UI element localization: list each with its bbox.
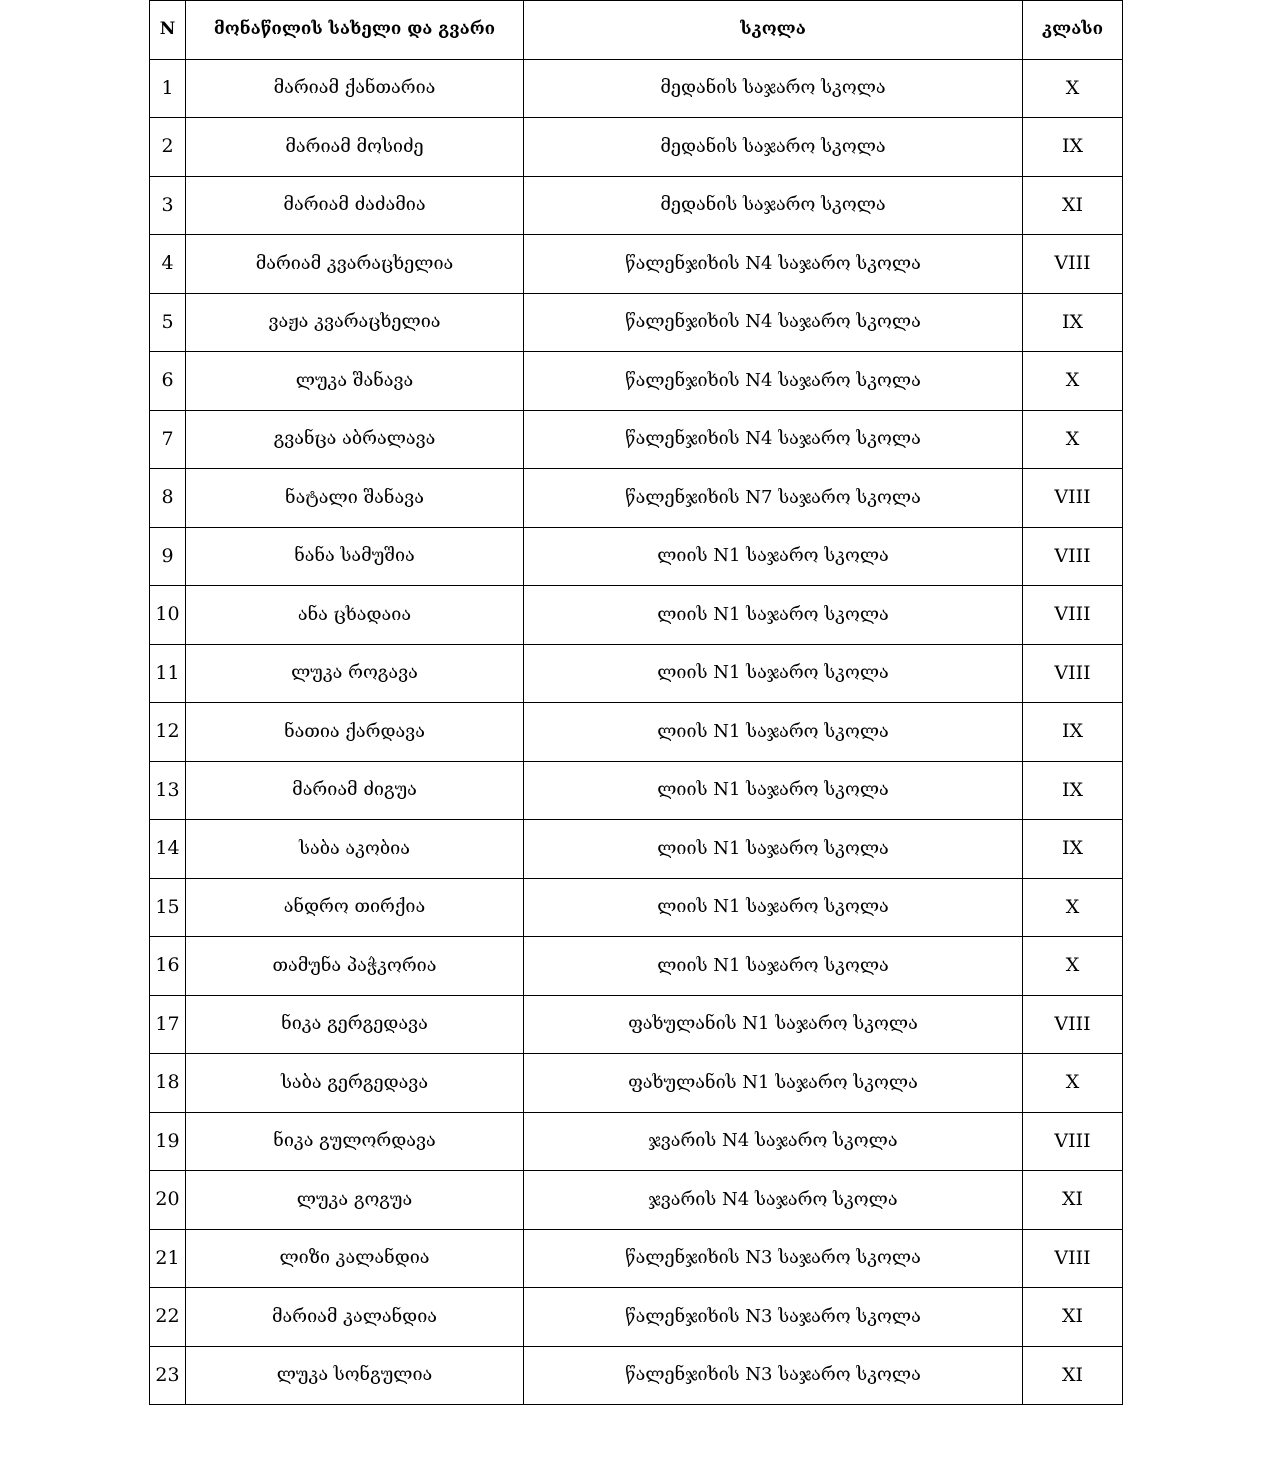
participants-table: [149, 0, 1123, 1405]
table-row: [150, 1229, 1123, 1288]
participant-name: ლუკა გოგუა: [186, 1171, 524, 1230]
row-number: 21: [150, 1229, 186, 1288]
grade-value: X: [1023, 1054, 1123, 1113]
grade-value: X: [1023, 937, 1123, 996]
school-name: ჯვარის N4 საჯარო სკოლა: [524, 1112, 1023, 1171]
school-name: ფახულანის N1 საჯარო სკოლა: [524, 1054, 1023, 1113]
school-name: ლიის N1 საჯარო სკოლა: [524, 937, 1023, 996]
grade-value: X: [1023, 352, 1123, 411]
table-row: [150, 59, 1123, 118]
table-row: [150, 352, 1123, 411]
table-row: [150, 469, 1123, 528]
participant-name: მარიამ ძიგუა: [186, 761, 524, 820]
school-name: ფახულანის N1 საჯარო სკოლა: [524, 995, 1023, 1054]
table-body: [150, 59, 1123, 1405]
header-participant-name: მონაწილის სახელი და გვარი: [186, 1, 524, 60]
row-number: 7: [150, 410, 186, 469]
participant-name: ნიკა გულორდავა: [186, 1112, 524, 1171]
grade-value: VIII: [1023, 469, 1123, 528]
row-number: 23: [150, 1346, 186, 1405]
participant-name: ლიზი კალანდია: [186, 1229, 524, 1288]
grade-value: XI: [1023, 1288, 1123, 1347]
school-name: ლიის N1 საჯარო სკოლა: [524, 878, 1023, 937]
school-name: ლიის N1 საჯარო სკოლა: [524, 761, 1023, 820]
row-number: 6: [150, 352, 186, 411]
participant-name: მარიამ კალანდია: [186, 1288, 524, 1347]
header-grade: კლასი: [1023, 1, 1123, 60]
table-row: [150, 995, 1123, 1054]
grade-value: VIII: [1023, 586, 1123, 645]
row-number: 8: [150, 469, 186, 528]
school-name: წალენჯიხის N3 საჯარო სკოლა: [524, 1346, 1023, 1405]
header-row: [150, 1, 1123, 60]
row-number: 4: [150, 235, 186, 294]
header-school: სკოლა: [524, 1, 1023, 60]
row-number: 10: [150, 586, 186, 645]
row-number: 16: [150, 937, 186, 996]
school-name: მედანის საჯარო სკოლა: [524, 59, 1023, 118]
table-row: [150, 878, 1123, 937]
school-name: წალენჯიხის N7 საჯარო სკოლა: [524, 469, 1023, 528]
row-number: 14: [150, 820, 186, 879]
school-name: ლიის N1 საჯარო სკოლა: [524, 644, 1023, 703]
table-row: [150, 235, 1123, 294]
school-name: წალენჯიხის N4 საჯარო სკოლა: [524, 352, 1023, 411]
school-name: წალენჯიხის N4 საჯარო სკოლა: [524, 235, 1023, 294]
participant-name: ანდრო თირქია: [186, 878, 524, 937]
grade-value: X: [1023, 878, 1123, 937]
row-number: 3: [150, 176, 186, 235]
grade-value: IX: [1023, 118, 1123, 177]
school-name: ლიის N1 საჯარო სკოლა: [524, 703, 1023, 762]
row-number: 15: [150, 878, 186, 937]
table-row: [150, 527, 1123, 586]
grade-value: X: [1023, 59, 1123, 118]
participant-name: ნათია ქარდავა: [186, 703, 524, 762]
participant-name: ლუკა შანავა: [186, 352, 524, 411]
participant-name: თამუნა პაჭკორია: [186, 937, 524, 996]
participant-name: საბა გერგედავა: [186, 1054, 524, 1113]
school-name: მედანის საჯარო სკოლა: [524, 176, 1023, 235]
row-number: 19: [150, 1112, 186, 1171]
row-number: 5: [150, 293, 186, 352]
table-row: [150, 1112, 1123, 1171]
grade-value: IX: [1023, 703, 1123, 762]
table-row: [150, 118, 1123, 177]
grade-value: IX: [1023, 761, 1123, 820]
participant-name: ანა ცხადაია: [186, 586, 524, 645]
table-row: [150, 937, 1123, 996]
table-row: [150, 703, 1123, 762]
grade-value: VIII: [1023, 527, 1123, 586]
school-name: ჯვარის N4 საჯარო სკოლა: [524, 1171, 1023, 1230]
school-name: ლიის N1 საჯარო სკოლა: [524, 586, 1023, 645]
grade-value: VIII: [1023, 995, 1123, 1054]
grade-value: XI: [1023, 1171, 1123, 1230]
header-number: N: [150, 1, 186, 60]
grade-value: VIII: [1023, 1229, 1123, 1288]
table-row: [150, 1171, 1123, 1230]
school-name: წალენჯიხის N3 საჯარო სკოლა: [524, 1229, 1023, 1288]
participant-name: ვაჟა კვარაცხელია: [186, 293, 524, 352]
school-name: წალენჯიხის N3 საჯარო სკოლა: [524, 1288, 1023, 1347]
row-number: 20: [150, 1171, 186, 1230]
grade-value: VIII: [1023, 1112, 1123, 1171]
grade-value: X: [1023, 410, 1123, 469]
participant-name: მარიამ მოსიძე: [186, 118, 524, 177]
participant-name: ლუკა სონგულია: [186, 1346, 524, 1405]
table-row: [150, 820, 1123, 879]
row-number: 17: [150, 995, 186, 1054]
row-number: 22: [150, 1288, 186, 1347]
participant-name: საბა აკობია: [186, 820, 524, 879]
participant-name: მარიამ ძაძამია: [186, 176, 524, 235]
row-number: 1: [150, 59, 186, 118]
participant-name: ნანა სამუშია: [186, 527, 524, 586]
table-row: [150, 176, 1123, 235]
grade-value: IX: [1023, 820, 1123, 879]
grade-value: IX: [1023, 293, 1123, 352]
table-row: [150, 1054, 1123, 1113]
grade-value: VIII: [1023, 235, 1123, 294]
row-number: 12: [150, 703, 186, 762]
table-row: [150, 1346, 1123, 1405]
participant-name: მარიამ კვარაცხელია: [186, 235, 524, 294]
school-name: წალენჯიხის N4 საჯარო სკოლა: [524, 293, 1023, 352]
table-row: [150, 761, 1123, 820]
table-row: [150, 586, 1123, 645]
grade-value: XI: [1023, 176, 1123, 235]
participant-name: ნიკა გერგედავა: [186, 995, 524, 1054]
grade-value: XI: [1023, 1346, 1123, 1405]
table-header: [150, 1, 1123, 60]
school-name: მედანის საჯარო სკოლა: [524, 118, 1023, 177]
table-row: [150, 644, 1123, 703]
row-number: 2: [150, 118, 186, 177]
table-row: [150, 293, 1123, 352]
participant-name: ლუკა როგავა: [186, 644, 524, 703]
participant-name: მარიამ ქანთარია: [186, 59, 524, 118]
grade-value: VIII: [1023, 644, 1123, 703]
participant-name: გვანცა აბრალავა: [186, 410, 524, 469]
row-number: 13: [150, 761, 186, 820]
school-name: წალენჯიხის N4 საჯარო სკოლა: [524, 410, 1023, 469]
school-name: ლიის N1 საჯარო სკოლა: [524, 820, 1023, 879]
table-row: [150, 1288, 1123, 1347]
row-number: 9: [150, 527, 186, 586]
school-name: ლიის N1 საჯარო სკოლა: [524, 527, 1023, 586]
row-number: 11: [150, 644, 186, 703]
table-row: [150, 410, 1123, 469]
row-number: 18: [150, 1054, 186, 1113]
participant-name: ნატალი შანავა: [186, 469, 524, 528]
